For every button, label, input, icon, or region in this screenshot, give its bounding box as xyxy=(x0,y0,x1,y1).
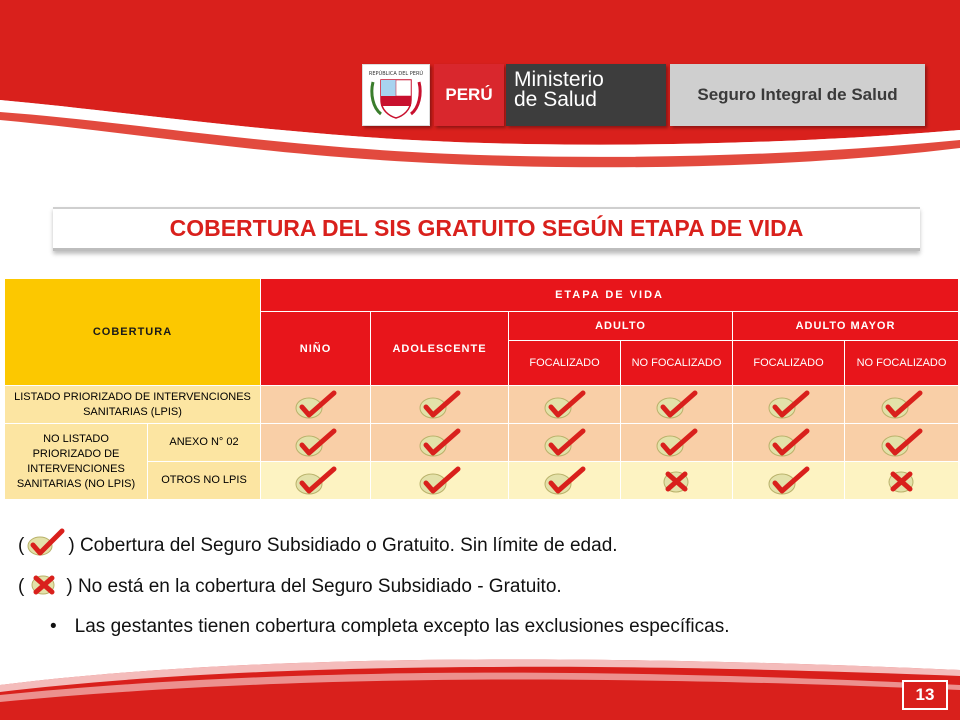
etapa-de-vida-header: ETAPA DE VIDA xyxy=(261,279,959,312)
ministerio-de-salud-label: Ministerio de Salud xyxy=(506,64,666,126)
check-icon xyxy=(880,390,924,420)
coat-of-arms-logo xyxy=(362,64,430,126)
cross-icon xyxy=(662,468,692,494)
svg-text:REPÚBLICA DEL PERÚ: REPÚBLICA DEL PERÚ xyxy=(368,71,424,77)
check-mark-cell xyxy=(621,386,733,424)
legend-check-text: Cobertura del Seguro Subsidiado o Gratuito. Sin límite de edad. xyxy=(79,535,618,556)
check-mark-cell xyxy=(371,462,509,500)
check-icon xyxy=(418,466,462,496)
check-icon xyxy=(294,428,338,458)
cross-icon xyxy=(887,468,917,494)
no-lpis-group-label: NO LISTADO PRIORIZADO DE INTERVENCIONES SANITARIAS (NO LPIS) xyxy=(5,424,148,500)
check-icon xyxy=(655,390,699,420)
nino-header: NIÑO xyxy=(261,312,371,386)
check-icon xyxy=(26,528,66,564)
page-number: 13 xyxy=(902,680,948,710)
legend-check: ( ) Cobertura del Seguro Subsidiado o Gratuito. Sin límite de edad. xyxy=(18,528,618,564)
adulto-header: ADULTO xyxy=(509,312,733,341)
check-mark-cell xyxy=(509,424,621,462)
adolescente-header: ADOLESCENTE xyxy=(371,312,509,386)
cobertura-header: COBERTURA xyxy=(5,279,261,386)
check-mark-cell xyxy=(733,386,845,424)
legend-cross-text: No está en la cobertura del Seguro Subsidiado - Gratuito. xyxy=(77,576,562,597)
peru-label: PERÚ xyxy=(434,64,504,126)
seguro-integral-label: Seguro Integral de Salud xyxy=(670,64,925,126)
cross-mark-cell xyxy=(621,462,733,500)
bullet-marker: • xyxy=(50,616,57,637)
gestantes-note-text: Las gestantes tienen cobertura completa excepto las exclusiones específicas. xyxy=(74,616,730,637)
lpis-row-label: LISTADO PRIORIZADO DE INTERVENCIONES SANITARIAS (LPIS) xyxy=(5,386,261,424)
check-mark-cell xyxy=(261,462,371,500)
check-icon xyxy=(418,390,462,420)
bottom-red-wave xyxy=(0,640,960,720)
gestantes-note xyxy=(50,616,729,638)
page-title: COBERTURA DEL SIS GRATUITO SEGÚN ETAPA DE VIDA xyxy=(53,207,920,251)
check-icon xyxy=(294,390,338,420)
check-icon xyxy=(767,466,811,496)
check-icon xyxy=(880,428,924,458)
mayor-no-focalizado-header: NO FOCALIZADO xyxy=(845,341,959,386)
check-icon xyxy=(418,428,462,458)
cross-icon xyxy=(30,572,60,602)
anexo-02-label: ANEXO N° 02 xyxy=(148,424,261,462)
adulto-mayor-header: ADULTO MAYOR xyxy=(733,312,959,341)
check-icon xyxy=(543,466,587,496)
table-row xyxy=(5,424,959,462)
check-icon xyxy=(767,390,811,420)
otros-no-lpis-label: OTROS NO LPIS xyxy=(148,462,261,500)
check-icon xyxy=(543,428,587,458)
table-row xyxy=(5,386,959,424)
check-mark-cell xyxy=(261,386,371,424)
check-icon xyxy=(294,466,338,496)
check-mark-cell xyxy=(371,424,509,462)
adulto-no-focalizado-header: NO FOCALIZADO xyxy=(621,341,733,386)
table-row xyxy=(5,462,959,500)
check-mark-cell xyxy=(371,386,509,424)
cross-mark-cell xyxy=(845,462,959,500)
check-mark-cell xyxy=(509,462,621,500)
check-icon xyxy=(543,390,587,420)
check-mark-cell xyxy=(261,424,371,462)
check-mark-cell xyxy=(733,462,845,500)
check-mark-cell xyxy=(621,424,733,462)
legend-cross: ( ) No está en la cobertura del Seguro Subsidiado - Gratuito. xyxy=(18,572,562,602)
header-logo-band xyxy=(362,64,925,126)
check-mark-cell xyxy=(509,386,621,424)
adulto-focalizado-header: FOCALIZADO xyxy=(509,341,621,386)
coverage-table xyxy=(4,278,959,500)
check-icon xyxy=(767,428,811,458)
check-mark-cell xyxy=(733,424,845,462)
check-icon xyxy=(655,428,699,458)
mayor-focalizado-header: FOCALIZADO xyxy=(733,341,845,386)
check-mark-cell xyxy=(845,386,959,424)
check-mark-cell xyxy=(845,424,959,462)
